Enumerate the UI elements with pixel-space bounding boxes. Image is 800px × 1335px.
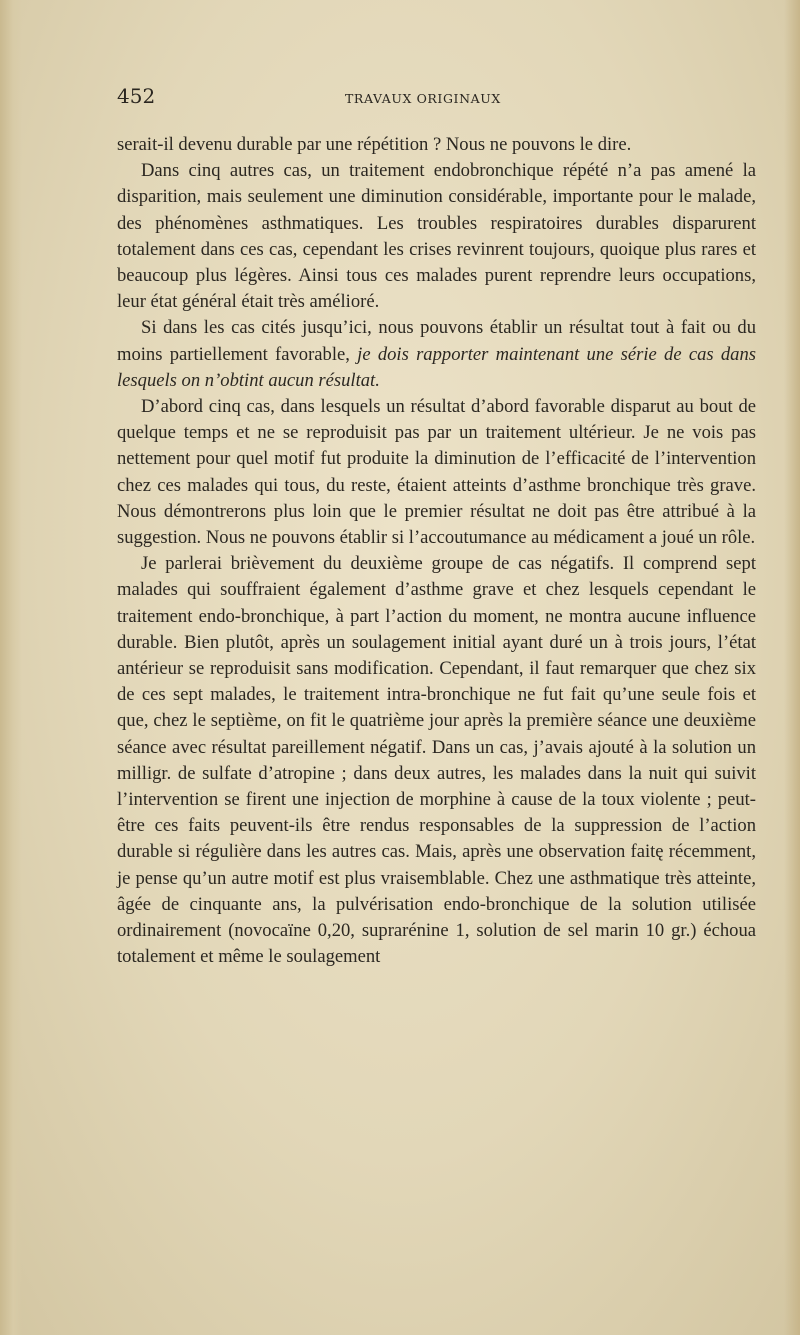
paragraph-5 [117,551,756,970]
paragraph-2-text: Dans cinq autres cas, un traitement endobronchique répété n’a pas amené la disparition, mais seulement une diminution considérable, importante pour le malade, des phénomènes asthmatiques. Les troubles respiratoires durables disparurent totalement dans ces cas, cependant les crises revinrent toujours, quoique plus rares et beaucoup plus légères. Ainsi tous ces malades purent reprendre leurs occupations, leur état général était très amélioré. [117,160,756,313]
running-head: TRAVAUX ORIGINAUX [345,91,501,106]
page-header [117,84,757,114]
paragraph-5-text: Je parlerai brièvement du deuxième groupe de cas négatifs. Il comprend sept malades qui souffraient également d’asthme grave et chez lesquels cependant le traitement endo-bronchique, à part l’action du moment, ne montra aucune influence durable. Bien plutôt, après un soulagement initial ayant duré un à trois jours, l’état antérieur se reproduisit sans modification. Cependant, il faut remarquer que chez six de ces sept malades, le traitement intra-bronchique ne fut fait qu’une seule fois et que, chez le septième, on fit le quatrième jour après la première séance une deuxième séance avec résultat pareillement négatif. Dans un cas, j’avais ajouté à la solution un milligr. de sulfate d’atropine ; dans deux autres, les malades dans la nuit qui suivit l’intervention se firent une injection de morphine à cause de la toux violente ; peut-être ces faits peuvent-ils être rendus responsables de la suppression de l’action durable si régulière dans les autres cas. Mais, après une observation faitę récemment, je pense qu’un autre motif est plus vraisemblable. Chez une asthmatique très atteinte, âgée de cinquante ans, la pulvérisation endo-bronchique de la solution utilisée ordinairement (novocaïne 0,20, suprarénine 1, solution de sel marin 10 gr.) échoua totalement et même le soulagement [117,553,756,968]
paragraph-4 [117,394,756,551]
page-number: 452 [117,84,156,108]
paragraph-3-italic-text: je dois rapporter maintenant une série de cas dans lesquels on n’obtint aucun résultat. [117,343,757,391]
paragraph-4-text: D’abord cinq cas, dans lesquels un résultat d’abord favorable disparut au bout de quelque temps et ne se reproduisit pas par un traitement ultérieur. Je ne vois pas nettement pour quel motif fut produite la diminution de l’efficacité de l’intervention chez ces malades qui tous, du reste, étaient atteints d’asthme bronchique très grave. Nous démontrerons plus loin que le premier résultat ne doit pas être attribué à la suggestion. Nous ne pouvons établir si l’accoutumance au médicament a joué un rôle. [117,396,756,549]
body-text [117,132,756,971]
page-left-shadow [0,0,22,1335]
paragraph-1-text: serait-il devenu durable par une répétition ? Nous ne pouvons le dire. [117,134,632,155]
page-right-shadow [784,0,800,1335]
paragraph-2 [117,158,756,315]
paragraph-3 [117,315,756,394]
paragraph-3-text: Si dans les cas cités jusqu’ici, nous pouvons établir un résultat tout à fait ou du moins partiellement favorable, [117,317,756,365]
paragraph-1 [117,132,756,158]
